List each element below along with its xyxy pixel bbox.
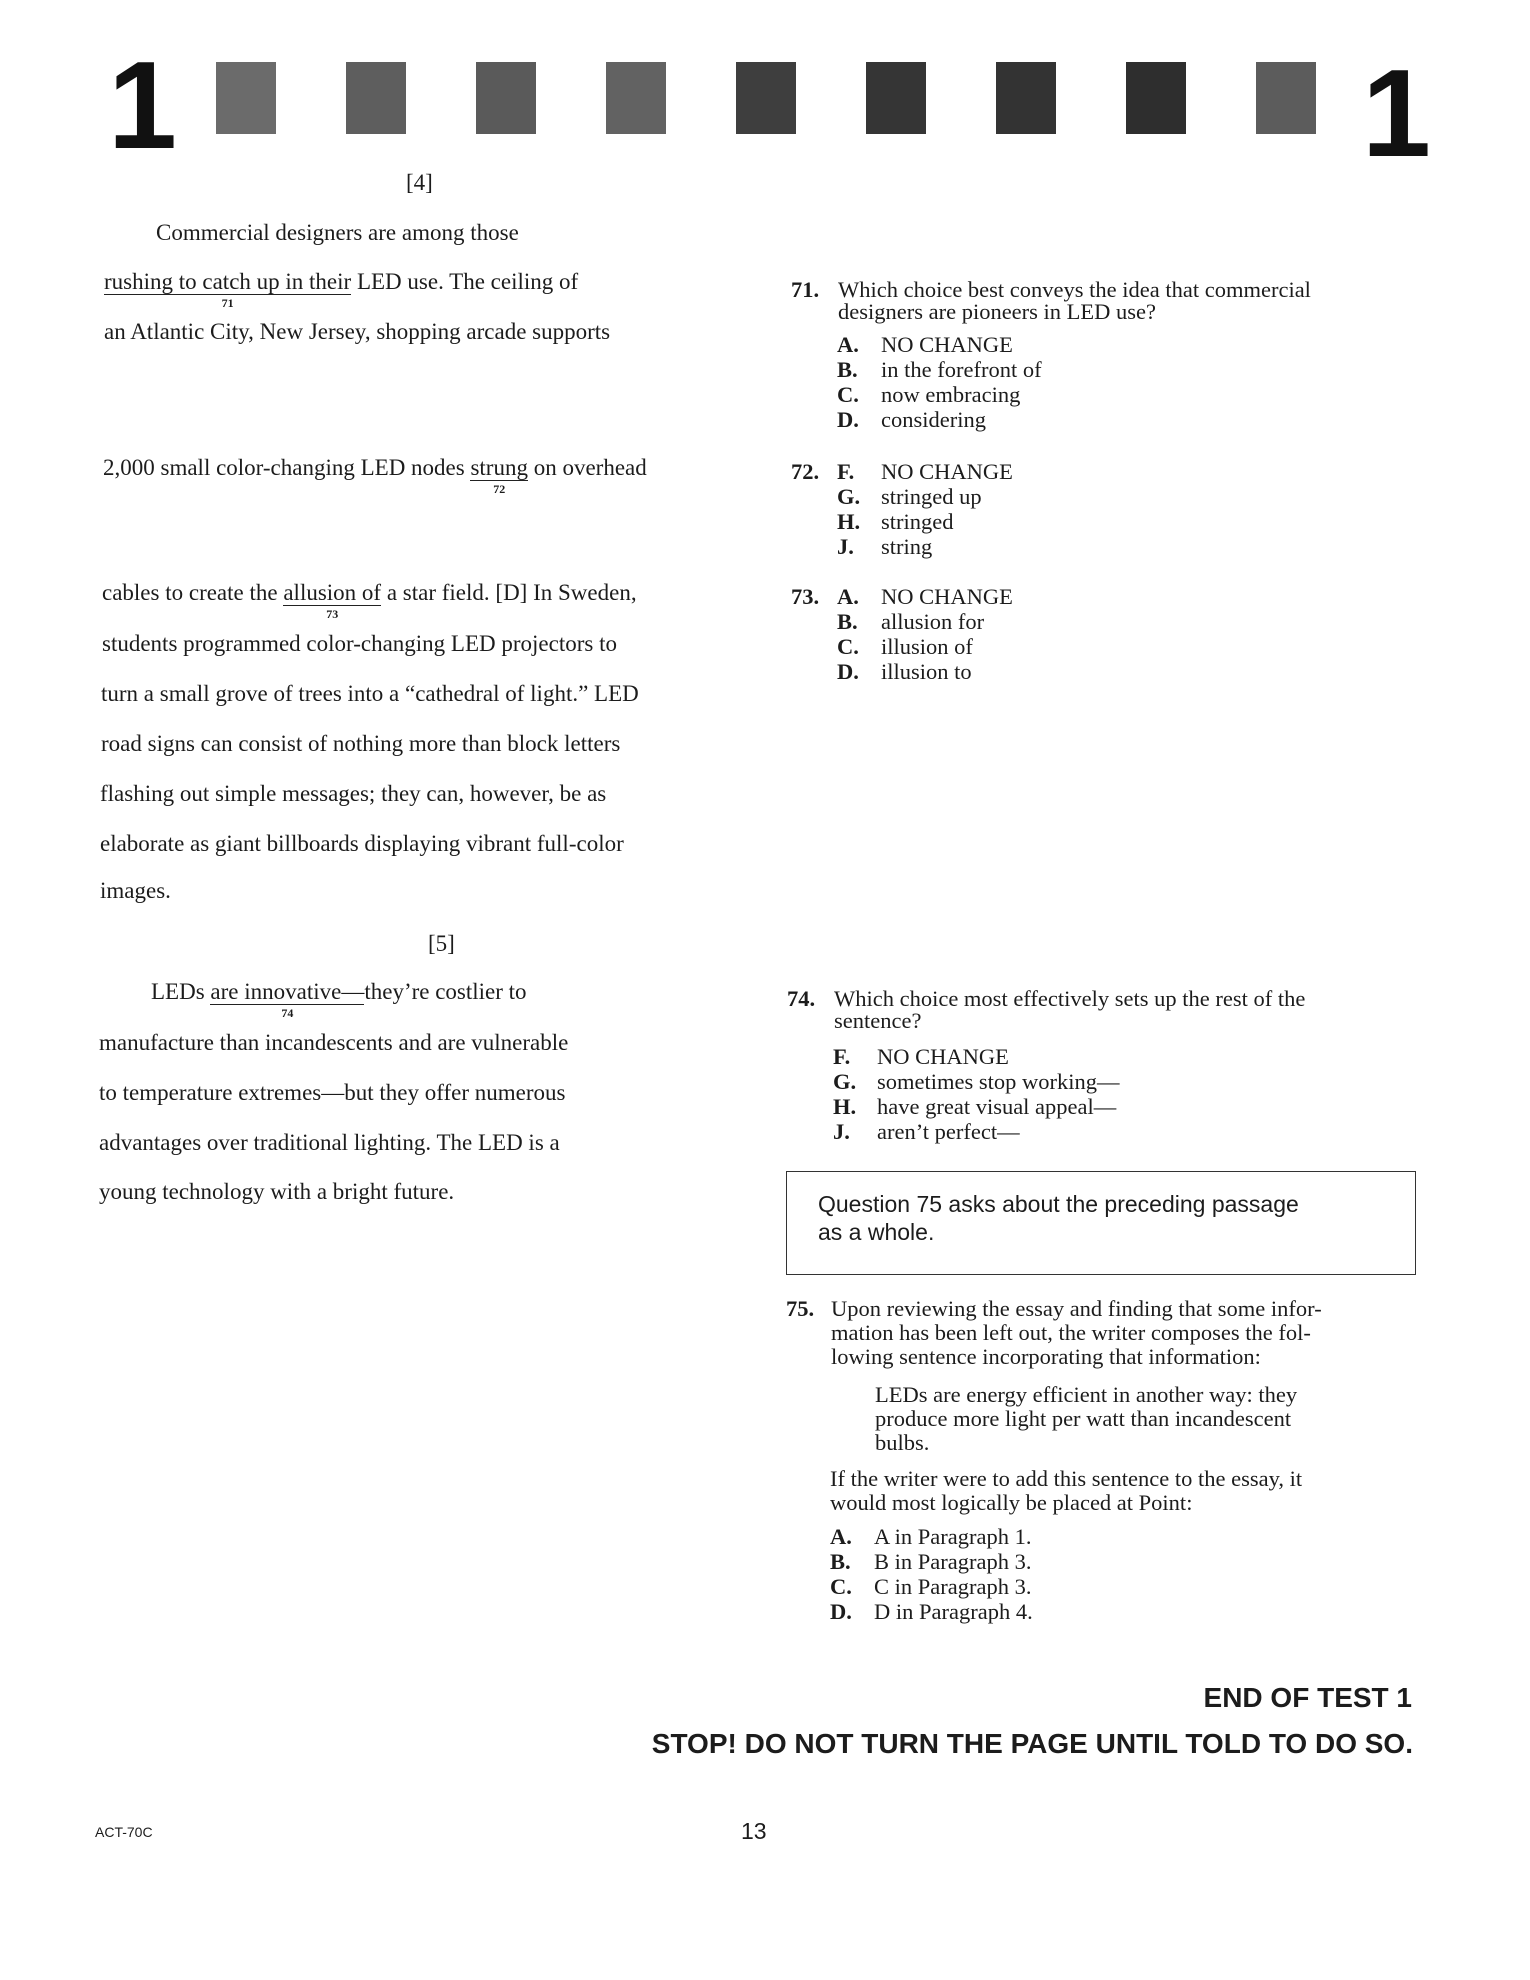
- option-text: NO CHANGE: [881, 459, 1013, 484]
- underlined-text: allusion of: [283, 580, 382, 605]
- option-letter: F.: [837, 459, 855, 484]
- answer-option-D[interactable]: [837, 407, 986, 432]
- question-74: [787, 986, 1427, 1146]
- quoted-sentence: bulbs.: [875, 1430, 930, 1455]
- paragraph-label: [4]: [406, 170, 433, 195]
- option-letter: C.: [837, 634, 859, 659]
- option-letter: C.: [830, 1574, 852, 1599]
- passage-line: [151, 979, 527, 1020]
- question-72: [791, 459, 1091, 564]
- question-71: [791, 277, 1431, 437]
- option-letter: J.: [833, 1119, 850, 1144]
- option-text: sometimes stop working—: [877, 1069, 1120, 1094]
- question-number: 73.: [791, 584, 820, 609]
- passage-line: images.: [100, 878, 171, 903]
- option-text: stringed: [881, 509, 954, 534]
- question-stem: Upon reviewing the essay and finding that some infor-: [831, 1296, 1322, 1321]
- header-block: [476, 62, 536, 134]
- question-75: [786, 1296, 1436, 1626]
- underlined-text: strung: [470, 455, 528, 480]
- option-text: A in Paragraph 1.: [874, 1524, 1032, 1549]
- answer-option-J[interactable]: [833, 1119, 1020, 1144]
- question-73: [791, 584, 1091, 689]
- question-stem: would most logically be placed at Point:: [830, 1490, 1193, 1515]
- option-text: C in Paragraph 3.: [874, 1574, 1032, 1599]
- option-text: now embracing: [881, 382, 1021, 407]
- answer-option-A[interactable]: [837, 332, 1013, 357]
- underlined-portion-71[interactable]: [104, 269, 352, 310]
- answer-option-A[interactable]: [830, 1524, 1031, 1549]
- answer-option-D[interactable]: [830, 1599, 1033, 1624]
- answer-option-C[interactable]: [837, 382, 1020, 407]
- quoted-sentence: LEDs are energy efficient in another way: they: [875, 1382, 1298, 1407]
- question-stem: mation has been left out, the writer composes the fol-: [831, 1320, 1311, 1345]
- passage-line: advantages over traditional lighting. The LED is a: [99, 1130, 560, 1155]
- option-letter: B.: [830, 1549, 851, 1574]
- option-text: in the forefront of: [881, 357, 1042, 382]
- answer-option-F[interactable]: [837, 459, 1013, 484]
- header-block: [1256, 62, 1316, 134]
- passage-line: [103, 455, 647, 496]
- passage-line: students programmed color-changing LED projectors to: [102, 631, 617, 656]
- option-text: have great visual appeal—: [877, 1094, 1117, 1119]
- option-text: stringed up: [881, 484, 982, 509]
- option-text: string: [881, 534, 933, 559]
- section-number-left: 1: [108, 37, 177, 175]
- passage-text: a star field. [D] In Sweden,: [381, 580, 637, 605]
- header-block: [736, 62, 796, 134]
- section-number-right: 1: [1362, 45, 1431, 183]
- passage-line: an Atlantic City, New Jersey, shopping arcade supports: [104, 319, 611, 344]
- passage-line: flashing out simple messages; they can, however, be as: [100, 781, 607, 806]
- question-stem: lowing sentence incorporating that information:: [831, 1344, 1261, 1369]
- passage-text: 2,000 small color-changing LED nodes: [103, 455, 471, 480]
- passage-line: [104, 269, 579, 310]
- question-number: 74.: [787, 986, 816, 1011]
- passage-line: elaborate as giant billboards displaying vibrant full-color: [100, 831, 624, 856]
- answer-option-H[interactable]: [833, 1094, 1116, 1119]
- passage-text: they’re costlier to: [364, 979, 527, 1004]
- option-text: aren’t perfect—: [877, 1119, 1020, 1144]
- option-text: considering: [881, 407, 986, 432]
- option-letter: B.: [837, 609, 858, 634]
- option-letter: A.: [837, 332, 859, 357]
- passage-line: manufacture than incandescents and are vulnerable: [99, 1030, 569, 1055]
- option-text: B in Paragraph 3.: [874, 1549, 1032, 1574]
- quoted-sentence: produce more light per watt than incandescent: [875, 1406, 1292, 1431]
- passage-line: [102, 580, 637, 621]
- question-stem: Which choice best conveys the idea that commercial: [838, 277, 1311, 302]
- question-stem: Which choice most effectively sets up the rest of the: [834, 986, 1306, 1011]
- paragraph-label: [5]: [428, 931, 455, 956]
- option-letter: H.: [837, 509, 861, 534]
- question-number-marker: 71: [221, 296, 234, 310]
- passage-text: cables to create the: [102, 580, 284, 605]
- answer-option-G[interactable]: [833, 1069, 1120, 1094]
- whole-passage-note-box: [786, 1171, 1416, 1275]
- header-block: [866, 62, 926, 134]
- option-letter: B.: [837, 357, 858, 382]
- question-number-marker: 74: [281, 1006, 294, 1020]
- question-number-marker: 72: [493, 482, 506, 496]
- note-line: as a whole.: [818, 1219, 935, 1245]
- option-text: illusion of: [881, 634, 973, 659]
- page-number: 13: [741, 1818, 767, 1844]
- answer-option-H[interactable]: [837, 509, 954, 534]
- header-block: [216, 62, 276, 134]
- option-letter: J.: [837, 534, 854, 559]
- end-of-test-heading: END OF TEST 1: [1203, 1682, 1412, 1713]
- underlined-text: are innovative—: [210, 979, 365, 1004]
- option-letter: D.: [837, 407, 859, 432]
- option-letter: F.: [833, 1044, 851, 1069]
- question-number-marker: 73: [326, 607, 339, 621]
- answer-option-J[interactable]: [837, 534, 932, 559]
- answer-option-B[interactable]: [837, 609, 984, 634]
- question-stem: sentence?: [834, 1008, 922, 1033]
- note-line: Question 75 asks about the preceding passage: [818, 1191, 1299, 1217]
- form-code: ACT-70C: [95, 1824, 153, 1840]
- answer-option-B[interactable]: [830, 1549, 1031, 1574]
- option-text: NO CHANGE: [881, 332, 1013, 357]
- header-block: [606, 62, 666, 134]
- answer-option-C[interactable]: [830, 1574, 1031, 1599]
- passage-line: road signs can consist of nothing more than block letters: [101, 731, 621, 756]
- underlined-portion-74[interactable]: [210, 979, 365, 1020]
- answer-option-A[interactable]: [837, 584, 1013, 609]
- passage-line: turn a small grove of trees into a “cathedral of light.” LED: [101, 681, 639, 706]
- header-block: [996, 62, 1056, 134]
- header-block: [346, 62, 406, 134]
- passage-line: to temperature extremes—but they offer numerous: [99, 1080, 566, 1105]
- option-text: illusion to: [881, 659, 972, 684]
- option-text: D in Paragraph 4.: [874, 1599, 1033, 1624]
- header-block: [1126, 62, 1186, 134]
- underlined-text: rushing to catch up in their: [104, 269, 352, 294]
- answer-option-C[interactable]: [837, 634, 973, 659]
- underlined-portion-73[interactable]: [283, 580, 382, 621]
- underlined-portion-72[interactable]: [470, 455, 528, 496]
- option-letter: G.: [833, 1069, 857, 1094]
- option-text: allusion for: [881, 609, 985, 634]
- option-letter: C.: [837, 382, 859, 407]
- option-text: NO CHANGE: [877, 1044, 1009, 1069]
- passage-line: Commercial designers are among those: [156, 220, 519, 245]
- option-letter: G.: [837, 484, 861, 509]
- stop-instruction: STOP! DO NOT TURN THE PAGE UNTIL TOLD TO DO SO.: [651, 1728, 1413, 1759]
- question-number: 75.: [786, 1296, 815, 1321]
- answer-option-B[interactable]: [837, 357, 1042, 382]
- option-letter: A.: [830, 1524, 852, 1549]
- option-letter: D.: [837, 659, 859, 684]
- question-number: 71.: [791, 277, 820, 302]
- option-text: NO CHANGE: [881, 584, 1013, 609]
- question-number: 72.: [791, 459, 820, 484]
- option-letter: A.: [837, 584, 859, 609]
- answer-option-F[interactable]: [833, 1044, 1009, 1069]
- passage-text: LED use. The ceiling of: [351, 269, 579, 294]
- question-stem: designers are pioneers in LED use?: [838, 299, 1157, 324]
- passage-text: LEDs: [151, 979, 211, 1004]
- question-stem: If the writer were to add this sentence to the essay, it: [830, 1466, 1303, 1491]
- passage-text: on overhead: [527, 455, 647, 480]
- option-letter: H.: [833, 1094, 857, 1119]
- option-letter: D.: [830, 1599, 852, 1624]
- passage-line: young technology with a bright future.: [99, 1179, 455, 1204]
- answer-option-G[interactable]: [837, 484, 982, 509]
- answer-option-D[interactable]: [837, 659, 972, 684]
